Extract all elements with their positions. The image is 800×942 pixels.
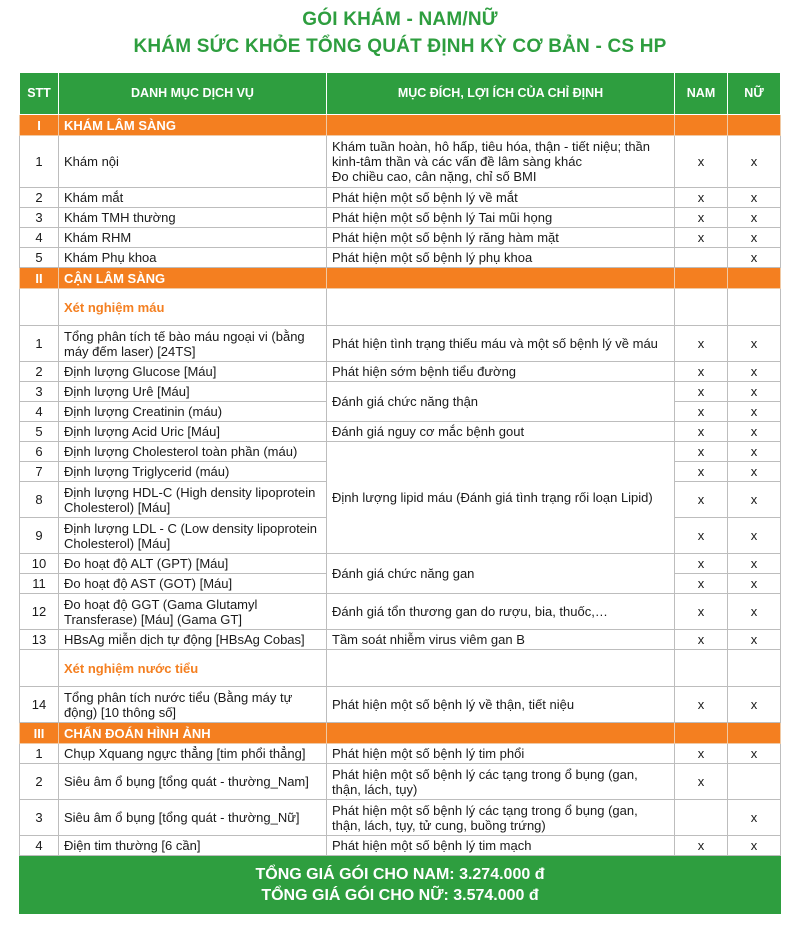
row-service: Đo hoạt độ AST (GOT) [Máu] [59, 574, 327, 594]
row-purpose: Đánh giá chức năng gan [327, 554, 675, 594]
row-female: x [728, 362, 781, 382]
row-purpose: Phát hiện một số bệnh lý các tạng trong ổ bụng (gan, thận, lách, tụy) [327, 764, 675, 800]
table-row [20, 188, 781, 208]
row-stt: 12 [20, 594, 59, 630]
row-service: Khám RHM [59, 228, 327, 248]
row-service: Định lượng Glucose [Máu] [59, 362, 327, 382]
row-service: Chụp Xquang ngực thẳng [tim phổi thẳng] [59, 744, 327, 764]
row-female: x [728, 248, 781, 268]
row-stt: 6 [20, 442, 59, 462]
row-stt: 3 [20, 382, 59, 402]
row-female: x [728, 422, 781, 442]
row-male: x [675, 362, 728, 382]
row-purpose: Đánh giá tổn thương gan do rượu, bia, thuốc,… [327, 594, 675, 630]
package-subtitle: KHÁM SỨC KHỎE TỔNG QUÁT ĐỊNH KỲ CƠ BẢN - CS HP [133, 36, 667, 57]
row-male: x [675, 687, 728, 723]
table-row [20, 136, 781, 188]
row-male: x [675, 482, 728, 518]
row-service: Đo hoạt độ GGT (Gama Glutamyl Transferase) [Máu] (Gama GT] [59, 594, 327, 630]
row-purpose: Phát hiện sớm bệnh tiểu đường [327, 362, 675, 382]
section-number: II [20, 268, 59, 289]
table-row [20, 442, 781, 462]
section-row [20, 723, 781, 744]
row-service: Định lượng Creatinin (máu) [59, 402, 327, 422]
row-purpose: Đánh giá nguy cơ mắc bệnh gout [327, 422, 675, 442]
table-row [20, 836, 781, 856]
row-stt: 2 [20, 188, 59, 208]
header-purpose: MỤC ĐÍCH, LỢI ÍCH CỦA CHỈ ĐỊNH [327, 73, 675, 115]
row-male [675, 248, 728, 268]
row-female: x [728, 136, 781, 188]
header-service: DANH MỤC DỊCH VỤ [59, 73, 327, 115]
row-male: x [675, 326, 728, 362]
row-male: x [675, 422, 728, 442]
table-row [20, 382, 781, 402]
row-stt: 14 [20, 687, 59, 723]
row-stt: 5 [20, 248, 59, 268]
row-service: Đo hoạt độ ALT (GPT) [Máu] [59, 554, 327, 574]
row-female: x [728, 630, 781, 650]
table-row [20, 326, 781, 362]
section-name: CẬN LÂM SÀNG [59, 268, 327, 289]
row-female: x [728, 482, 781, 518]
section-name: KHÁM LÂM SÀNG [59, 115, 327, 136]
row-service: Tổng phân tích tế bào máu ngoại vi (bằng máy đếm laser) [24TS] [59, 326, 327, 362]
male-total-price: TỔNG GIÁ GÓI CHO NAM: 3.274.000 đ [255, 865, 545, 883]
row-male: x [675, 462, 728, 482]
table-row [20, 687, 781, 723]
section-number: I [20, 115, 59, 136]
price-footer [20, 856, 781, 914]
row-female [728, 764, 781, 800]
row-male: x [675, 574, 728, 594]
row-stt: 2 [20, 362, 59, 382]
section-row [20, 268, 781, 289]
row-stt: 13 [20, 630, 59, 650]
female-total-price: TỔNG GIÁ GÓI CHO NỮ: 3.574.000 đ [261, 886, 539, 904]
table-row [20, 744, 781, 764]
row-stt: 4 [20, 836, 59, 856]
table-row [20, 764, 781, 800]
row-male: x [675, 136, 728, 188]
row-female: x [728, 518, 781, 554]
row-service: Định lượng Acid Uric [Máu] [59, 422, 327, 442]
row-female: x [728, 554, 781, 574]
table-row [20, 422, 781, 442]
row-service: Định lượng Triglycerid (máu) [59, 462, 327, 482]
row-male: x [675, 764, 728, 800]
row-stt: 3 [20, 208, 59, 228]
row-male: x [675, 382, 728, 402]
row-male: x [675, 208, 728, 228]
row-female: x [728, 208, 781, 228]
row-stt: 8 [20, 482, 59, 518]
row-purpose: Phát hiện một số bệnh lý tim phổi [327, 744, 675, 764]
row-female: x [728, 402, 781, 422]
row-stt: 7 [20, 462, 59, 482]
section-row [20, 115, 781, 136]
row-female: x [728, 442, 781, 462]
row-service: Định lượng Urê [Máu] [59, 382, 327, 402]
row-male: x [675, 630, 728, 650]
row-stt: 4 [20, 228, 59, 248]
row-female: x [728, 744, 781, 764]
table-row [20, 362, 781, 382]
section-name: CHẨN ĐOÁN HÌNH ẢNH [59, 723, 327, 744]
row-male: x [675, 518, 728, 554]
table-row [20, 630, 781, 650]
row-female: x [728, 594, 781, 630]
header-stt: STT [20, 73, 59, 115]
row-stt: 1 [20, 326, 59, 362]
row-female: x [728, 326, 781, 362]
row-female: x [728, 800, 781, 836]
package-title: GÓI KHÁM - NAM/NỮ [302, 9, 498, 30]
row-stt: 4 [20, 402, 59, 422]
table-header-row [20, 73, 781, 115]
subsection-row [20, 289, 781, 326]
row-service: Định lượng HDL-C (High density lipoprotein Cholesterol) [Máu] [59, 482, 327, 518]
row-service: Siêu âm ổ bụng [tổng quát - thường_Nam] [59, 764, 327, 800]
section-number: III [20, 723, 59, 744]
row-female: x [728, 687, 781, 723]
table-row [20, 248, 781, 268]
header-female: NỮ [728, 73, 781, 115]
service-table [19, 72, 781, 914]
row-stt: 1 [20, 136, 59, 188]
table-row [20, 594, 781, 630]
row-male: x [675, 554, 728, 574]
row-purpose: Tầm soát nhiễm virus viêm gan B [327, 630, 675, 650]
row-service: Khám Phụ khoa [59, 248, 327, 268]
row-male: x [675, 836, 728, 856]
subsection-label: Xét nghiệm nước tiểu [59, 650, 327, 687]
row-male: x [675, 402, 728, 422]
row-purpose: Phát hiện một số bệnh lý các tạng trong ổ bụng (gan, thận, lách, tụy, tử cung, buồng trứng) [327, 800, 675, 836]
row-female: x [728, 836, 781, 856]
row-female: x [728, 462, 781, 482]
row-male: x [675, 744, 728, 764]
row-service: Điện tim thường [6 cần] [59, 836, 327, 856]
row-male [675, 800, 728, 836]
row-female: x [728, 228, 781, 248]
row-female: x [728, 188, 781, 208]
row-purpose: Phát hiện một số bệnh lý phụ khoa [327, 248, 675, 268]
row-stt: 3 [20, 800, 59, 836]
row-stt: 1 [20, 744, 59, 764]
table-row [20, 554, 781, 574]
row-female: x [728, 574, 781, 594]
row-purpose: Đánh giá chức năng thận [327, 382, 675, 422]
row-service: Siêu âm ổ bụng [tổng quát - thường_Nữ] [59, 800, 327, 836]
row-stt: 11 [20, 574, 59, 594]
row-male: x [675, 228, 728, 248]
row-service: Định lượng Cholesterol toàn phần (máu) [59, 442, 327, 462]
row-purpose: Phát hiện tình trạng thiếu máu và một số bệnh lý về máu [327, 326, 675, 362]
row-purpose: Định lượng lipid máu (Đánh giá tình trạng rối loạn Lipid) [327, 442, 675, 554]
row-purpose: Phát hiện một số bệnh lý răng hàm mặt [327, 228, 675, 248]
header-male: NAM [675, 73, 728, 115]
row-male: x [675, 594, 728, 630]
row-male: x [675, 442, 728, 462]
row-service: Khám TMH thường [59, 208, 327, 228]
row-stt: 2 [20, 764, 59, 800]
row-stt: 5 [20, 422, 59, 442]
row-stt: 9 [20, 518, 59, 554]
subsection-label: Xét nghiệm máu [59, 289, 327, 326]
row-purpose: Phát hiện một số bệnh lý về thận, tiết niệu [327, 687, 675, 723]
row-service: Khám nội [59, 136, 327, 188]
table-row [20, 800, 781, 836]
row-service: HBsAg miễn dịch tự động [HBsAg Cobas] [59, 630, 327, 650]
row-female: x [728, 382, 781, 402]
row-male: x [675, 188, 728, 208]
row-service: Khám mắt [59, 188, 327, 208]
subsection-row [20, 650, 781, 687]
row-purpose: Khám tuần hoàn, hô hấp, tiêu hóa, thận - tiết niệu; thần kinh-tâm thần và các vấn đề lâm sàng khác Đo chiều cao, cân nặng, chỉ số BMI [327, 136, 675, 188]
row-purpose: Phát hiện một số bệnh lý tim mạch [327, 836, 675, 856]
row-service: Định lượng LDL - C (Low density lipoprotein Cholesterol) [Máu] [59, 518, 327, 554]
row-stt: 10 [20, 554, 59, 574]
row-purpose: Phát hiện một số bệnh lý về mắt [327, 188, 675, 208]
table-row [20, 208, 781, 228]
table-row [20, 228, 781, 248]
row-purpose: Phát hiện một số bệnh lý Tai mũi họng [327, 208, 675, 228]
row-service: Tổng phân tích nước tiểu (Bằng máy tự động) [10 thông số] [59, 687, 327, 723]
